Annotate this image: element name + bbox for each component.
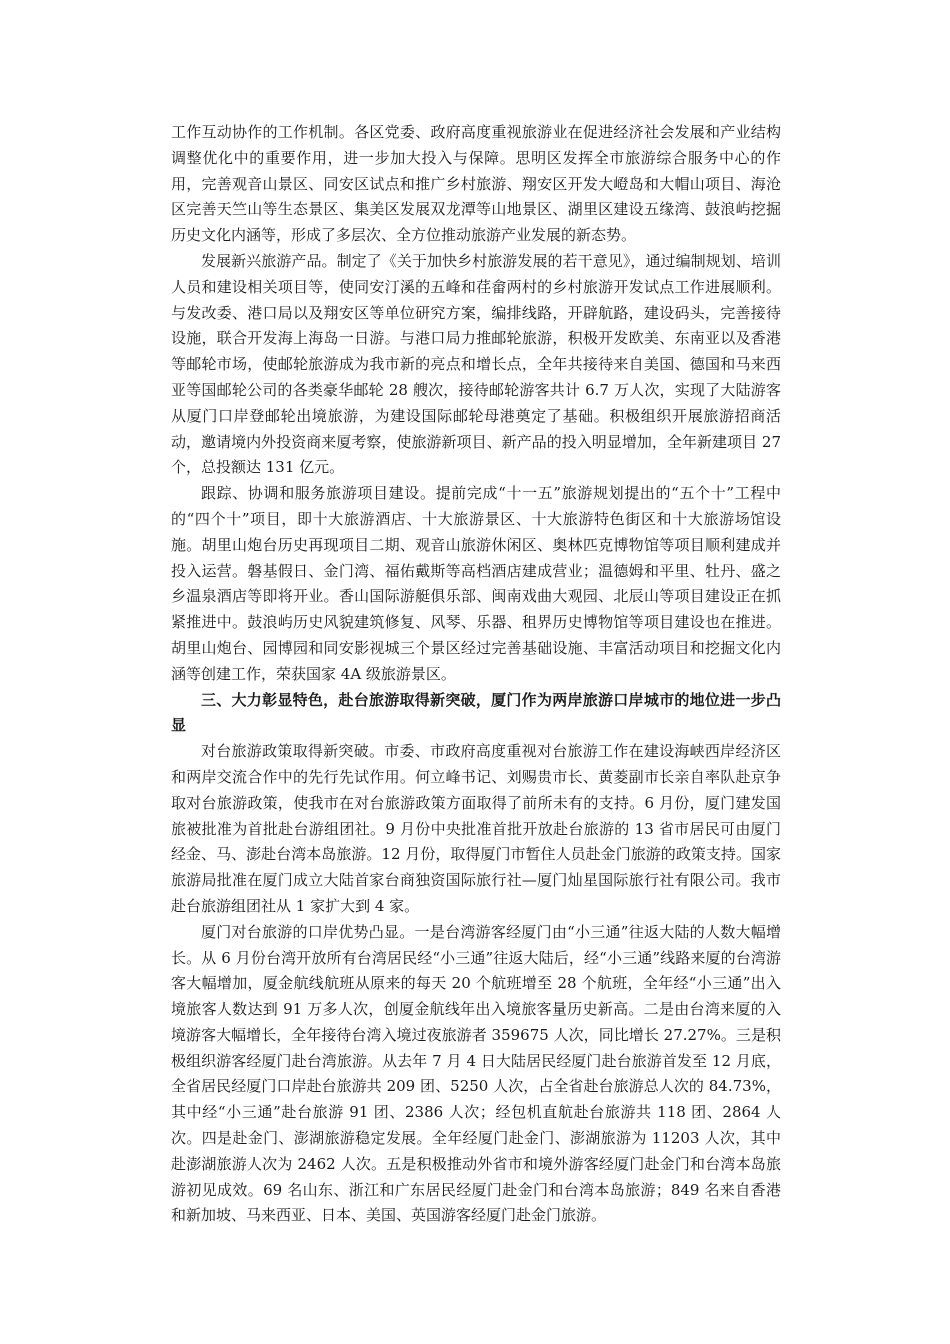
- section-heading: 三、大力彰显特色，赴台旅游取得新突破，厦门作为两岸旅游口岸城市的地位进一步凸显: [171, 690, 781, 735]
- body-paragraph-continued: 工作互动协作的工作机制。各区党委、政府高度重视旅游业在促进经济社会发展和产业结构调整优化中的重要作用，进一步加大投入与保障。思明区发挥全市旅游综合服务中心的作用，完善观音山景区、同安区试点和推广乡村旅游、翔安区开发大嶝岛和大帽山项目、海沧区完善天竺山等生态景区、集美区发展双龙潭等山地景区、湖里区建设五缘湾、鼓浪屿挖掘历史文化内涵等，形成了多层次、全方位推动旅游产业发展的新态势。: [171, 123, 781, 245]
- body-paragraph-port-advantage: 厦门对台旅游的口岸优势凸显。一是台湾游客经厦门由“小三通”往返大陆的人数大幅增长。从 6 月份台湾开放所有台湾居民经“小三通”往返大陆后，经“小三通”线路来厦的台湾游客大幅增加，厦金航线航班从原来的每天 20 个航班增至 28 个航班，全年经“小三通”出入境旅客人数达到 91 万多人次，创厦金航线年出入境旅客量历史新高。二是由台湾来厦的入境游客大幅增长，全年接待台湾入境过夜旅游者 359675 人次，同比增长 27.27%。三是积极组织游客经厦门赴台湾旅游。从去年 7 月 4 日大陆居民经厦门赴台旅游首发至 12 月底，全省居民经厦门口岸赴台旅游共 209 团、5250 人次，占全省赴台旅游总人次的 84.73%，其中经“小三通”赴台旅游 91 团、2386 人次；经包机直航赴台旅游共 118 团、2864 人次。四是赴金门、澎湖旅游稳定发展。全年经厦门赴金门、澎湖旅游为 11203 人次，其中赴澎湖旅游人次为 2462 人次。五是积极推动外省市和境外游客经厦门赴金门和台湾本岛旅游初见成效。69 名山东、浙江和广东居民经厦门赴金门和台湾本岛旅游；849 名来自香港和新加坡、马来西亚、日本、美国、英国游客经厦门赴金门旅游。: [171, 922, 781, 1225]
- body-paragraph-taiwan-policy: 对台旅游政策取得新突破。市委、市政府高度重视对台旅游工作在建设海峡西岸经济区和两岸交流合作中的先行先试作用。何立峰书记、刘赐贵市长、黄菱副市长亲自率队赴京争取对台旅游政策，使我市在对台旅游政策方面取得了前所未有的支持。6 月份，厦门建发国旅被批准为首批赴台游组团社。9 月份中央批准首批开放赴台旅游的 13 省市居民可由厦门经金、马、澎赴台湾本岛旅游。12 月份，取得厦门市暂住人员赴金门旅游的政策支持。国家旅游局批准在厦门成立大陆首家台商独资国际旅行社—厦门灿星国际旅行社有限公司。我市赴台旅游组团社从 1 家扩大到 4 家。: [171, 742, 781, 915]
- document-page: [171, 120, 781, 1229]
- body-paragraph-new-tourism-products: 发展新兴旅游产品。制定了《关于加快乡村旅游发展的若干意见》，通过编制规划、培训人员和建设相关项目等，使同安汀溪的五峰和荏畲两村的乡村旅游开发试点工作进展顺利。与发改委、港口局以及翔安区等单位研究方案，编排线路，开辟航路，建设码头，完善接待设施，联合开发海上海岛一日游。与港口局力推邮轮旅游，积极开发欧美、东南亚以及香港等邮轮市场，使邮轮旅游成为我市新的亮点和增长点，全年共接待来自美国、德国和马来西亚等国邮轮公司的各类豪华邮轮 28 艘次，接待邮轮游客共计 6.7 万人次，实现了大陆游客从厦门口岸登邮轮出境旅游，为建设国际邮轮母港奠定了基础。积极组织开展旅游招商活动，邀请境内外投资商来厦考察，使旅游新项目、新产品的投入明显增加，全年新建项目 27 个，总投额达 131 亿元。: [171, 251, 781, 477]
- body-paragraph-project-construction: 跟踪、协调和服务旅游项目建设。提前完成“十一五”旅游规划提出的“五个十”工程中的“四个十”项目，即十大旅游酒店、十大旅游景区、十大旅游特色街区和十大旅游场馆设施。胡里山炮台历史再现项目二期、观音山旅游休闲区、奥林匹克博物馆等项目顺利建成并投入运营。磐基假日、金门湾、福佑戴斯等高档酒店建成营业；温德姆和平里、牡丹、盛之乡温泉酒店等即将开业。香山国际游艇俱乐部、闽南戏曲大观园、北辰山等项目建设正在抓紧推进中。鼓浪屿历史风貌建筑修复、风琴、乐器、租界历史博物馆等项目建设也在推进。胡里山炮台、园博园和同安影视城三个景区经过完善基础设施、丰富活动项目和挖掘文化内涵等创建工作，荣获国家 4A 级旅游景区。: [171, 484, 781, 683]
